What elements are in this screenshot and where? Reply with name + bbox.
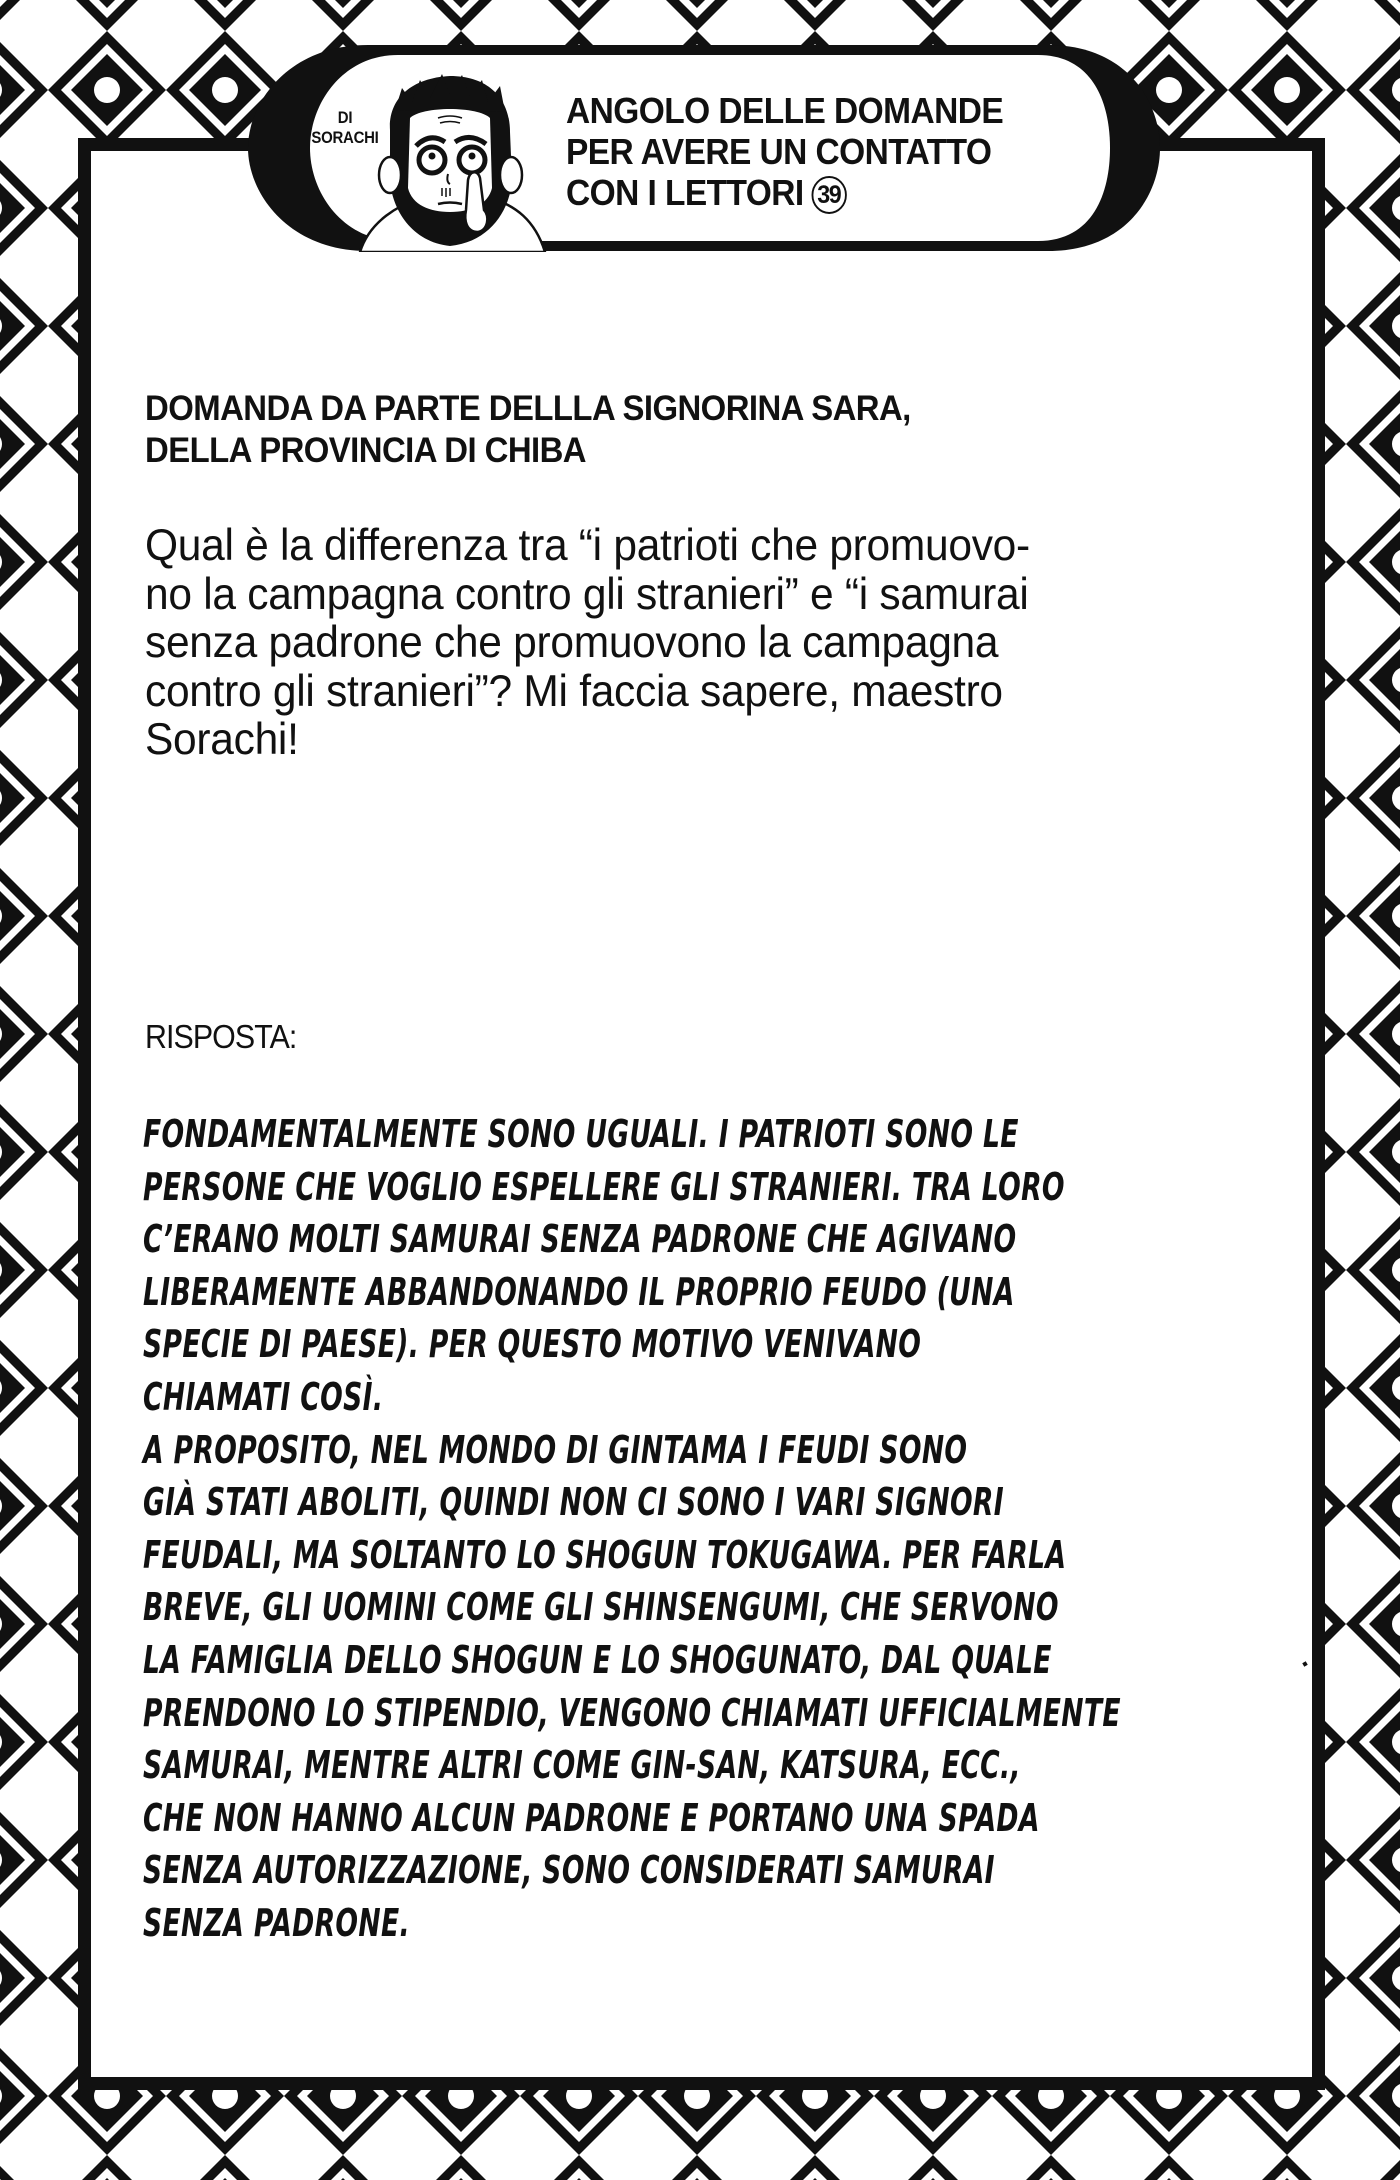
answer-line: FEUDALI, MA SOLTANTO LO SHOGUN TOKUGAWA. PER FARLA [143,1532,1067,1577]
question-line: senza padrone che promuovono la campagna [145,618,999,667]
byline-sorachi: SORACHI [311,128,379,147]
question-header-line: DOMANDA DA PARTE DELLLA SIGNORINA SARA, [145,389,911,428]
byline-di: DI [337,108,353,127]
question-line: Sorachi! [145,715,299,764]
answer-line: GIÀ STATI ABOLITI, QUINDI NON CI SONO I VARI SIGNORI [143,1480,1004,1525]
question-line: no la campagna contro gli stranieri” e “i samurai [145,569,1029,619]
answer-line: BREVE, GLI UOMINI COME GLI SHINSENGUMI, CHE SERVONO [143,1585,1059,1630]
answer-line: CHE NON HANNO ALCUN PADRONE E PORTANO UNA SPADA [143,1795,1040,1840]
answer-line: CHIAMATI COSÌ. [143,1374,384,1419]
answer-line: SENZA PADRONE. [143,1900,410,1945]
answer-line: LIBERAMENTE ABBANDONANDO IL PROPRIO FEUDO (UNA [143,1269,1015,1314]
question-line: contro gli stranieri”? Mi faccia sapere, maestro [145,666,1003,716]
title-line-1: ANGOLO DELLE DOMANDE [566,90,1004,131]
question-line: Qual è la differenza tra “i patrioti che promuovo- [145,521,1030,570]
answer-line: PERSONE CHE VOGLIO ESPELLERE GLI STRANIERI. TRA LORO [143,1164,1065,1209]
title-line-3 [566,172,1087,214]
answer-label: RISPOSTA: [145,1018,297,1055]
answer-line [143,1424,1123,1477]
answer-line-tail: I FEUDI SONO [748,1427,968,1472]
answer-line-lead: A PROPOSITO, NEL MONDO DI [143,1427,599,1472]
issue-number-badge: 39 [811,176,846,214]
answer-line: FONDAMENTALMENTE SONO UGUALI. I PATRIOTI SONO LE [143,1112,1019,1156]
question-header [145,388,1179,472]
title-line-3-text: CON I LETTORI [566,172,804,213]
answer-line: PRENDONO LO STIPENDIO, VENGONO CHIAMATI UFFICIALMENTE [143,1690,1121,1735]
answer-body [143,1108,1123,1950]
corner-title [566,90,1087,214]
work-title-gintama: GINTAMA [608,1427,749,1472]
question-header-line: DELLA PROVINCIA DI CHIBA [145,431,586,470]
title-line-2: PER AVERE UN CONTATTO [566,131,992,172]
answer-line: SPECIE DI PAESE). PER QUESTO MOTIVO VENIVANO [143,1322,922,1367]
answer-line: SAMURAI, MENTRE ALTRI COME GIN-SAN, KATSURA, ECC., [143,1743,1021,1788]
question-body [145,522,1243,765]
answer-line: C’ERANO MOLTI SAMURAI SENZA PADRONE CHE AGIVANO [143,1217,1017,1262]
answer-line: LA FAMIGLIA DELLO SHOGUN E LO SHOGUNATO, DAL QUALE [143,1637,1052,1682]
author-caricature-icon [350,70,550,252]
answer-line: SENZA AUTORIZZAZIONE, SONO CONSIDERATI SAMURAI [143,1848,995,1893]
